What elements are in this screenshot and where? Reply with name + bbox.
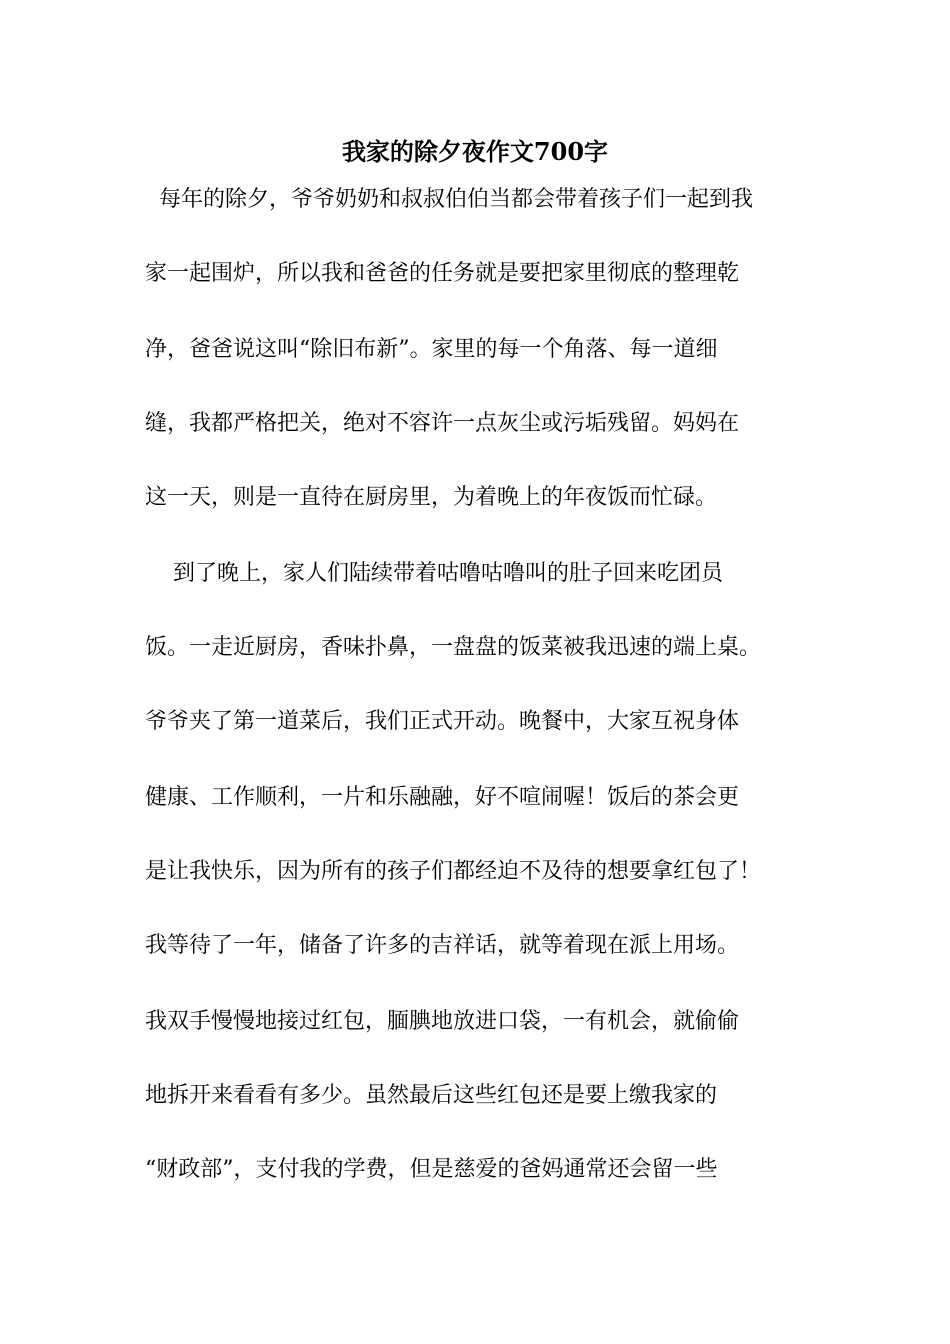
document-title: 我家的除夕夜作文700字 <box>341 137 609 166</box>
text-line: 每年的除夕，爷爷奶奶和叔叔伯伯当都会带着孩子们一起到我 <box>145 187 753 212</box>
text-line: 缝，我都严格把关，绝对不容许一点灰尘或污垢残留。妈妈在 <box>145 411 740 436</box>
text-line: 这一天，则是一直待在厨房里，为着晚上的年夜饭而忙碌。 <box>145 485 718 510</box>
text-line: 健康、工作顺利，一片和乐融融，好不喧闹喔！饭后的茶会更 <box>145 785 740 810</box>
text-line: 饭。一走近厨房，香味扑鼻，一盘盘的饭菜被我迅速的端上桌。 <box>145 635 762 660</box>
text-line: 爷爷夹了第一道菜后，我们正式开动。晚餐中，大家互祝身体 <box>145 709 740 734</box>
text-line: 我等待了一年，储备了许多的吉祥话，就等着现在派上用场。 <box>145 933 740 958</box>
text-line: 地拆开来看看有多少。虽然最后这些红包还是要上缴我家的 <box>145 1083 718 1108</box>
text-line: 家一起围炉，所以我和爸爸的任务就是要把家里彻底的整理乾 <box>145 261 740 286</box>
text-line: 到了晚上，家人们陆续带着咕噜咕噜叫的肚子回来吃团员 <box>145 561 723 586</box>
text-line: 净，爸爸说这叫“除旧布新”。家里的每一个角落、每一道细 <box>145 337 718 362</box>
text-line: “财政部”，支付我的学费，但是慈爱的爸妈通常还会留一些 <box>145 1157 718 1182</box>
text-line: 是让我快乐，因为所有的孩子们都经迫不及待的想要拿红包了！ <box>145 859 762 884</box>
text-line: 我双手慢慢地接过红包，腼腆地放进口袋，一有机会，就偷偷 <box>145 1009 740 1034</box>
